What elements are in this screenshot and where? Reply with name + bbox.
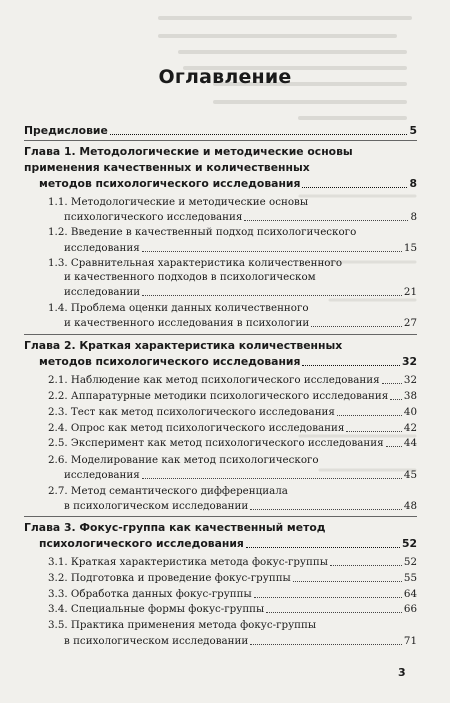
toc-entry-section-3-1 — [48, 555, 417, 569]
section-title-line: 2.3. Тест как метод психологического исследования — [48, 406, 335, 418]
toc-entry-chapter-3 — [39, 537, 417, 551]
toc-page-number: 27 — [403, 317, 417, 329]
section-title-line: 1.1. Методологические и методические основы — [48, 196, 309, 208]
leader-dots — [330, 564, 402, 566]
section-title-line: 1.2. Введение в качественный подход психологического — [48, 226, 357, 238]
toc-entry-section-3-2 — [48, 571, 417, 585]
toc-entry-section-1-4 — [64, 316, 417, 330]
toc-entry-label: Предисловие — [24, 124, 108, 137]
leader-dots — [346, 430, 402, 432]
section-title-line: и качественного подходов в психологическом — [64, 271, 316, 283]
section-title-line: 1.4. Проблема оценки данных количественного — [48, 302, 309, 314]
toc-entry-section-2-7 — [64, 499, 417, 513]
page-title: Оглавление — [158, 66, 292, 88]
divider — [24, 140, 417, 141]
section-title-line: исследования — [64, 469, 140, 481]
toc-page-number: 52 — [403, 556, 417, 568]
toc-entry-section-2-4 — [48, 421, 417, 435]
toc-entry-section-2-5 — [48, 436, 417, 450]
leader-dots — [110, 133, 408, 135]
leader-dots — [250, 643, 402, 645]
section-title-line: 2.2. Аппаратурные методики психологического исследования — [48, 390, 389, 402]
leader-dots — [142, 477, 402, 479]
section-title-line: 2.7. Метод семантического дифференциала — [48, 485, 288, 497]
leader-dots — [254, 596, 402, 598]
toc-entry-chapter-1 — [39, 177, 417, 191]
section-title-line: исследования — [64, 242, 140, 254]
toc-page-number: 32 — [401, 355, 417, 368]
toc-page-number: 66 — [403, 603, 417, 615]
section-title-line: 2.1. Наблюдение как метод психологического исследования — [48, 374, 380, 386]
leader-dots — [302, 186, 407, 188]
toc-page-number: 15 — [403, 242, 417, 254]
toc-page-number: 32 — [403, 374, 417, 386]
toc-page-number: 8 — [409, 177, 417, 190]
section-title-line: 1.3. Сравнительная характеристика количественного — [48, 257, 343, 269]
toc-entry-section-2-6 — [64, 468, 417, 482]
section-title-line: 3.5. Практика применения метода фокус-группы — [48, 619, 317, 631]
leader-dots — [246, 546, 400, 548]
toc-entry-section-1-2 — [64, 241, 417, 255]
toc-entry-section-1-1 — [64, 210, 417, 224]
leader-dots — [382, 382, 402, 384]
section-title-line: исследовании — [64, 286, 141, 298]
leader-dots — [311, 325, 402, 327]
toc-entry-section-3-3 — [48, 587, 417, 601]
toc-entry-section-3-5 — [64, 634, 417, 648]
section-title-line: психологического исследования — [64, 211, 243, 223]
section-title-line: 3.3. Обработка данных фокус-группы — [48, 588, 252, 600]
divider — [24, 334, 417, 335]
toc-entry-chapter-2 — [39, 355, 417, 369]
chapter-title-line: методов психологического исследования — [39, 177, 301, 190]
section-title-line: 3.1. Краткая характеристика метода фокус-группы — [48, 556, 328, 568]
toc-entry-section-2-2 — [48, 389, 417, 403]
toc-page-number: 5 — [409, 124, 417, 137]
toc-page-number: 21 — [403, 286, 417, 298]
toc-page-number: 8 — [410, 211, 417, 223]
leader-dots — [266, 611, 402, 613]
section-title-line: 3.4. Специальные формы фокус-группы — [48, 603, 265, 615]
toc-page-number: 38 — [403, 390, 417, 402]
leader-dots — [293, 580, 402, 582]
toc-page-number: 52 — [401, 537, 417, 550]
section-title-line: и качественного исследования в психологии — [64, 317, 310, 329]
section-title-line: 2.4. Опрос как метод психологического исследования — [48, 422, 345, 434]
leader-dots — [337, 414, 402, 416]
divider — [24, 516, 417, 517]
toc-page-number: 40 — [403, 406, 417, 418]
toc-entry-section-1-3 — [64, 285, 417, 299]
toc-page-number: 44 — [403, 437, 417, 449]
toc-page-number: 64 — [403, 588, 417, 600]
toc-page-number: 42 — [403, 422, 417, 434]
leader-dots — [390, 398, 402, 400]
leader-dots — [142, 250, 402, 252]
page-number: 3 — [398, 666, 406, 679]
toc-entry-section-2-3 — [48, 405, 417, 419]
leader-dots — [250, 508, 402, 510]
section-title-line: 2.6. Моделирование как метод психологического — [48, 454, 319, 466]
leader-dots — [244, 219, 408, 221]
toc-entry-section-3-4 — [48, 602, 417, 616]
toc-entry-section-2-1 — [48, 373, 417, 387]
leader-dots — [386, 445, 402, 447]
leader-dots — [302, 364, 400, 366]
section-title-line: в психологическом исследовании — [64, 500, 249, 512]
toc-page-number: 71 — [403, 635, 417, 647]
leader-dots — [142, 294, 402, 296]
chapter-title-line: методов психологического исследования — [39, 355, 301, 368]
toc-page-number: 48 — [403, 500, 417, 512]
chapter-title-line: Глава 2. Краткая характеристика количественных — [24, 339, 343, 352]
chapter-title-line: применения качественных и количественных — [24, 161, 310, 174]
chapter-title-line: Глава 3. Фокус-группа как качественный метод — [24, 521, 326, 534]
toc-page-number: 45 — [403, 469, 417, 481]
toc-entry-preface — [24, 124, 417, 138]
toc-page-number: 55 — [403, 572, 417, 584]
chapter-title-line: психологического исследования — [39, 537, 244, 550]
section-title-line: 3.2. Подготовка и проведение фокус-группы — [48, 572, 291, 584]
section-title-line: 2.5. Эксперимент как метод психологического исследования — [48, 437, 384, 449]
chapter-title-line: Глава 1. Методологические и методические основы — [24, 145, 353, 158]
section-title-line: в психологическом исследовании — [64, 635, 249, 647]
